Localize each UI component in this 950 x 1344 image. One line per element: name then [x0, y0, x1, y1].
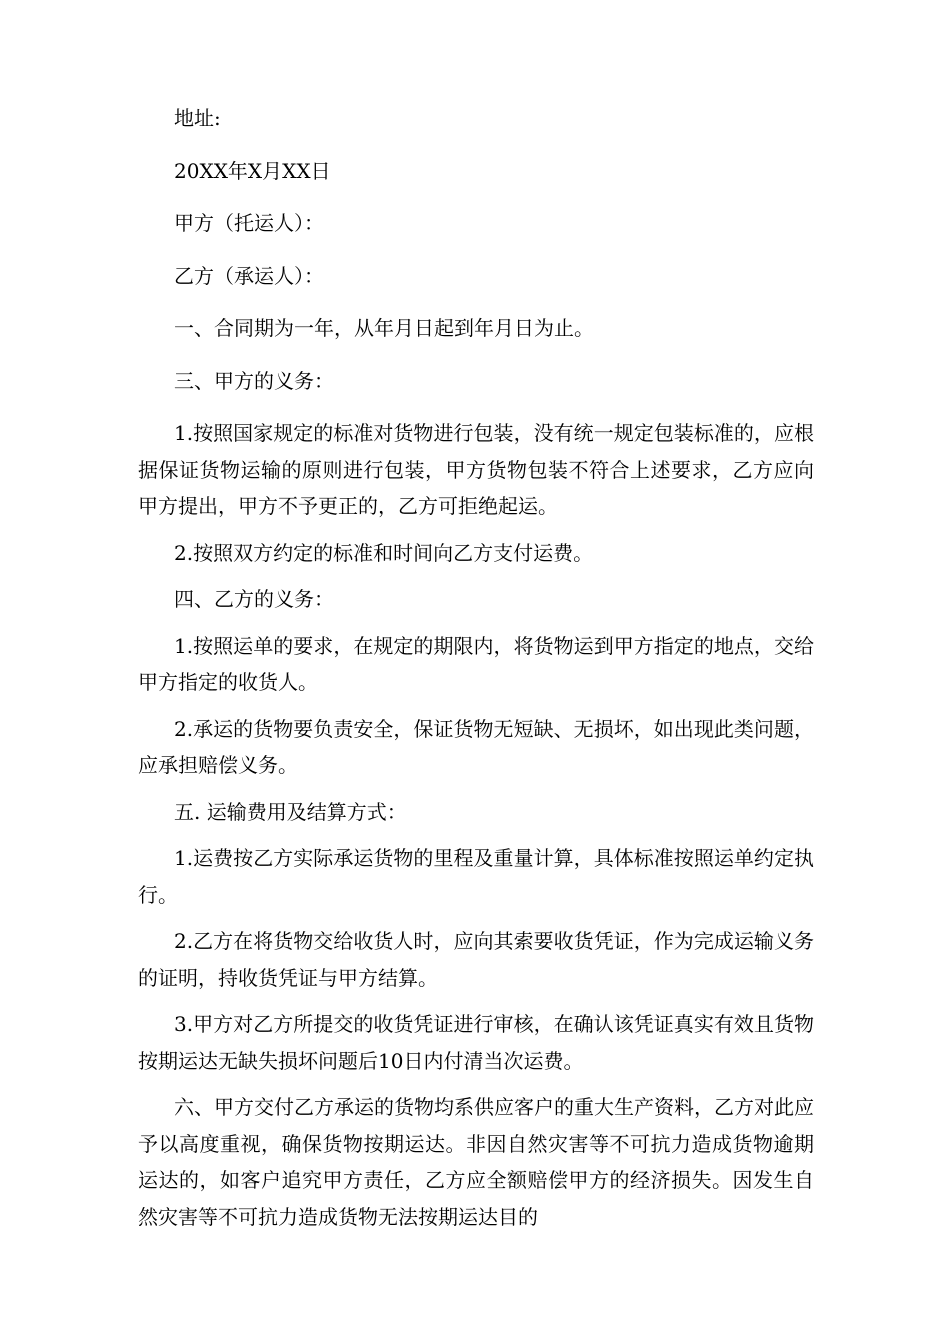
party-a-line: 甲方（托运人）：	[174, 211, 324, 235]
clause-1-term: 一、合同期为一年，从年月日起到年月日为止。	[174, 316, 594, 340]
address-line: 地址:	[174, 106, 221, 130]
section-3-item-2: 2.按照双方约定的标准和时间向乙方支付运费。	[174, 540, 594, 565]
section-5-heading: 五. 运输费用及结算方式：	[174, 799, 407, 824]
section-3-item-1: 1.按照国家规定的标准对货物进行包装，没有统一规定包装标准的，应根据保证货物运输的原则进行包装，甲方货物包装不符合上述要求，乙方应向甲方提出，甲方不予更正的，乙方可拒绝起运。	[138, 421, 814, 518]
section-3-heading: 三、甲方的义务：	[174, 368, 334, 393]
section-4-item-1: 1.按照运单的要求，在规定的期限内，将货物运到甲方指定的地点，交给甲方指定的收货人。	[138, 633, 814, 694]
section-5-item-3: 3.甲方对乙方所提交的收货凭证进行审核，在确认该凭证真实有效且货物按期运达无缺失损坏问题后10日内付清当次运费。	[138, 1012, 814, 1073]
section-5-item-1: 1.运费按乙方实际承运货物的里程及重量计算，具体标准按照运单约定执行。	[138, 846, 814, 907]
section-4-item-2: 2.承运的货物要负责安全，保证货物无短缺、无损坏，如出现此类问题，应承担赔偿义务。	[138, 716, 814, 777]
party-b-line: 乙方（承运人）：	[174, 263, 324, 288]
section-5-item-2: 2.乙方在将货物交给收货人时，应向其索要收货凭证，作为完成运输义务的证明，持收货凭证与甲方结算。	[138, 929, 814, 990]
section-6-paragraph: 六、甲方交付乙方承运的货物均系供应客户的重大生产资料，乙方对此应予以高度重视，确保货物按期运达。非因自然灾害等不可抗力造成货物逾期运达的，如客户追究甲方责任，乙方应全额赔偿甲方的经济损失。因发生自然灾害等不可抗力造成货物无法按期运达目的	[138, 1095, 814, 1229]
section-4-heading: 四、乙方的义务：	[174, 587, 334, 611]
document-body	[138, 100, 814, 1235]
date-line: 20XX年X月XX日	[174, 158, 331, 183]
